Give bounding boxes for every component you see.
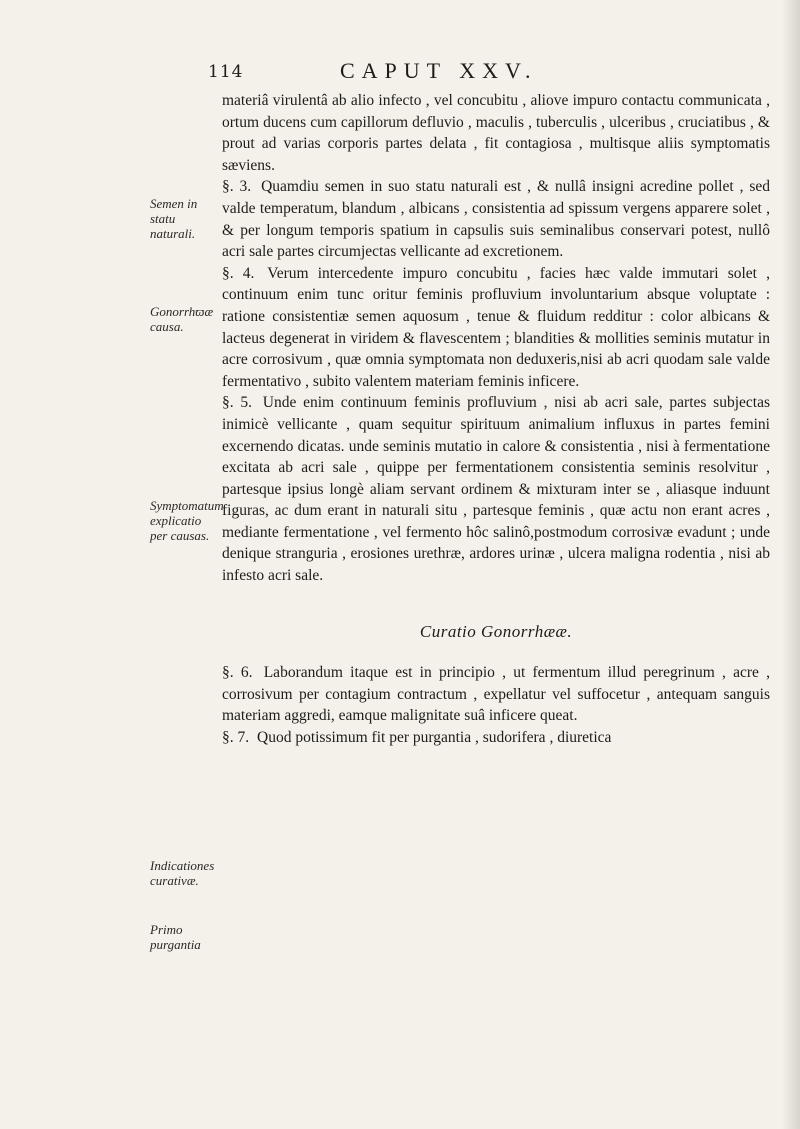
paragraph-4-text: Verum intercedente impuro concubitu , facies hæc valde immutari solet , continuum enim tunc oritur feminis profluvium involuntarium absque voluptate : ratione consistentiæ semen aquosum , tenue & fluidum redditur : color albicans & lacteus degenerat in viridem & flavescentem ; blandities & mollities seminis mutatur in acre corrosivum , quæ omnia symptomata non deduxeris,nisi ab acri quodam sale valde fermentativo , subito valentem materiam feminis inficere. — [222, 264, 770, 390]
margin-note-symptomatum: Symptomatum explicatio per causas. — [150, 498, 224, 543]
page-edge-shadow — [782, 0, 800, 1129]
section-number-7: §. 7. — [222, 729, 250, 747]
margin-note-indicationes: Indicationes curativæ. — [150, 858, 215, 888]
paragraph-5 — [222, 392, 770, 586]
section-number-6: §. 6. — [222, 664, 253, 682]
body-text — [222, 90, 770, 749]
section-number-5: §. 5. — [222, 394, 252, 412]
intro-paragraph: materiâ virulentâ ab alio infecto , vel concubitu , aliove impuro contactu communicata , ortum ducens cum capillorum defluvio , maculis , tuberculis , ulceribus , cruciatibus , & prout ad varias corporis partes delata , fit contagiosa , multisque aliis symptomatis sæviens. — [222, 92, 770, 174]
page-header — [208, 58, 768, 88]
paragraph-7 — [222, 727, 770, 749]
running-title: CAPUT XXV. — [340, 58, 538, 83]
paragraph-3-text: Quamdiu semen in suo statu naturali est , & nullâ insigni acredine pollet , sed valde temperatum, blandum , albicans , consistentia ad spissum vergens apparere solet , & per longum temporis spatium in capsulis suis seminalibus conservari potest, nullô acri sale partes circumjectas vellicante ad excretionem. — [222, 178, 771, 261]
paragraph-7-text: Quod potissimum fit per purgantia , sudorifera , diuretica — [257, 729, 612, 747]
paragraph-6-text: Laborandum itaque est in principio , ut fermentum illud peregrinum , acre , corrosivum per contagium contractum , expellatur vel suffocetur , antequam sanguis materiam aggredi, eamque malignitate suâ inficere queat. — [222, 664, 771, 725]
paragraph-5-text: Unde enim continuum feminis profluvium , nisi ab acri sale, partes subjectas inimicè vellicante , quam sequitur spirituum animalium influxus in partes femini excernendo dicatas. unde seminis mutatio in calore & consistentia , nisi à fermentatione excitata ab acri sale , quippe per fermentationem consistentia seminis resolvitur , partesque ipsius longè aliam servant ordinem & mixturam inter se , aliasque induunt figuras, ac dum erant in naturali situ , partesque feminis , quæ actu non erant acres , mediante fermentatione , vel fermento hôc salinô,postmodum corrosivæ evadunt ; unde denique stranguria , erosiones urethræ, ardores urinæ , ulcera maligna rodentia , nisi ab infesto acri sale. — [222, 394, 770, 585]
paragraph-6 — [222, 662, 770, 727]
section-heading: Curatio Gonorrhææ. — [419, 621, 573, 641]
margin-note-gonorrhoeae: Gonorrhϖæ causa. — [150, 304, 214, 334]
page-number: 114 — [208, 62, 244, 82]
margin-note-semen: Semen in statu naturali. — [150, 196, 198, 241]
paragraph-3 — [222, 176, 770, 262]
paragraph-4 — [222, 263, 770, 393]
section-number-4: §. 4. — [222, 264, 255, 282]
margin-note-primo: Primo purgantia — [150, 922, 201, 952]
section-number-3: §. 3. — [222, 178, 252, 196]
